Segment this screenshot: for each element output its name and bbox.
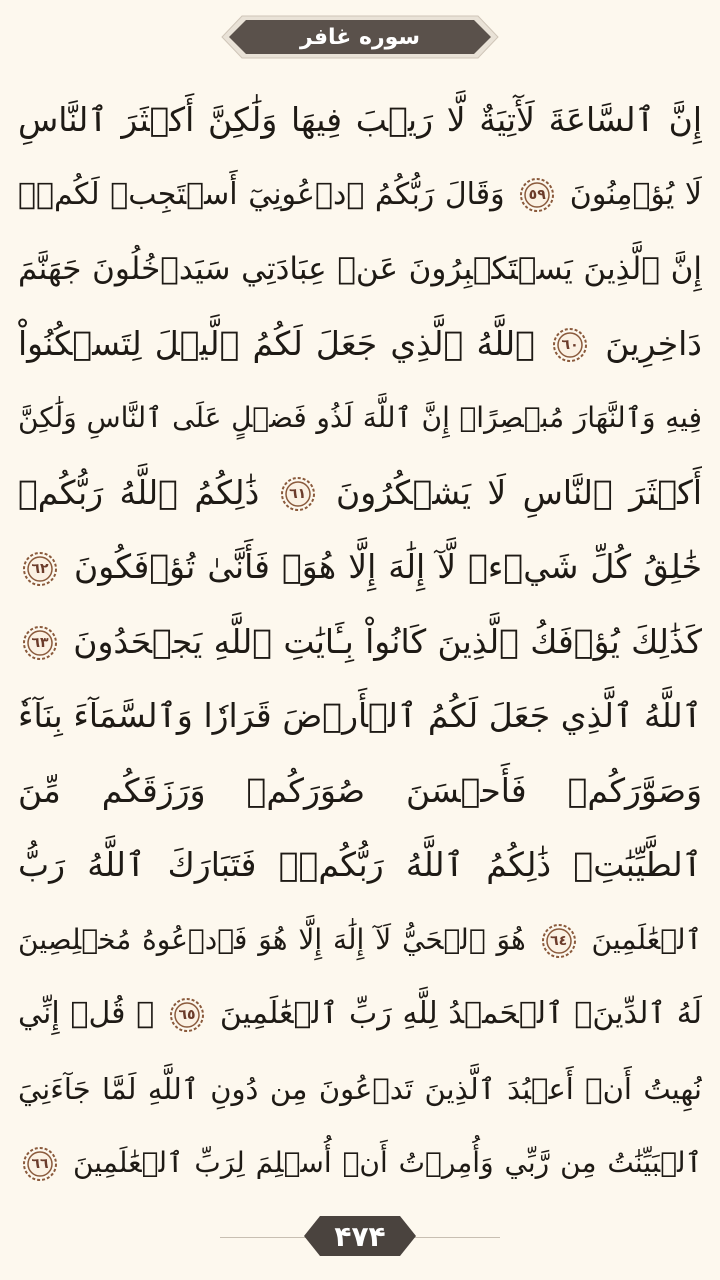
verse-line: [18, 1051, 702, 1126]
ayah-number: ٦٥: [178, 1006, 196, 1023]
ayah-number-marker: [22, 625, 58, 661]
verse-text: ٱللَّهُ ٱلَّذِي جَعَلَ لَكُمُ ٱلَّيۡلَ لِتَسۡكُنُواْ: [18, 323, 549, 363]
verse-text: ٱلطَّيِّبَٰتِۚ ذَٰلِكُمُ ٱللَّهُ رَبُّكُمۡۖ فَتَبَارَكَ ٱللَّهُ رَبُّ: [18, 845, 702, 885]
verse-line: [18, 753, 702, 828]
surah-header: [220, 14, 500, 60]
ayah-number-marker: [169, 997, 205, 1033]
verse-line: [18, 306, 702, 381]
ayah-number-marker: [280, 476, 316, 512]
verse-text: ۞ قُلۡ إِنِّي: [18, 996, 166, 1032]
verse-line: [18, 455, 702, 530]
verse-text: هُوَ ٱلۡحَيُّ لَآ إِلَٰهَ إِلَّا هُوَ فَٱدۡعُوهُ مُخۡلِصِينَ: [18, 922, 537, 956]
ayah-number-marker: [22, 1146, 58, 1182]
footer-rule-right: [410, 1237, 500, 1238]
ayah-number: ٦٦: [31, 1156, 49, 1173]
verse-text: فِيهِ وَٱلنَّهَارَ مُبۡصِرًاۚ إِنَّ ٱللَّهَ لَذُو فَضۡلٍ عَلَى ٱلنَّاسِ وَلَٰكِنَّ: [18, 401, 702, 435]
ayah-number: ٦١: [289, 486, 307, 503]
verse-text: نُهِيتُ أَنۡ أَعۡبُدَ ٱلَّذِينَ تَدۡعُونَ مِن دُونِ ٱللَّهِ لَمَّا جَآءَنِيَ: [18, 1071, 702, 1106]
verse-line: [18, 157, 702, 232]
verse-text: دَاخِرِينَ: [592, 323, 702, 363]
ayah-number-marker: [541, 923, 577, 959]
surah-title: سوره غافر: [299, 24, 421, 50]
ayah-number: ٦٣: [31, 635, 49, 652]
verse-text: وَصَوَّرَكُمۡ فَأَحۡسَنَ صُوَرَكُمۡ وَرَزَقَكُم مِّنَ: [18, 770, 702, 810]
ayah-number: ٦٠: [561, 337, 579, 354]
ayah-number: ٥٩: [528, 187, 546, 204]
verse-line: [18, 529, 702, 604]
ayah-number-marker: [552, 327, 588, 363]
page-number-badge: [302, 1214, 418, 1258]
verse-text: أَكۡثَرَ ٱلنَّاسِ لَا يَشۡكُرُونَ: [319, 472, 702, 512]
verse-text: كَذَٰلِكَ يُؤۡفَكُ ٱلَّذِينَ كَانُواْ بِـَٔايَٰتِ ٱللَّهِ يَجۡحَدُونَ: [62, 621, 702, 661]
page-footer: [0, 1212, 720, 1262]
verse-text: إِنَّ ٱلَّذِينَ يَسۡتَكۡبِرُونَ عَنۡ عِبَادَتِي سَيَدۡخُلُونَ جَهَنَّمَ: [18, 251, 702, 288]
verse-text: خَٰلِقُ كُلِّ شَيۡءٖ لَّآ إِلَٰهَ إِلَّا هُوَۖ فَأَنَّىٰ تُؤۡفَكُونَ: [62, 547, 702, 587]
verse-line: [18, 231, 702, 306]
verse-line: [18, 678, 702, 753]
page-number: ۴۷۴: [334, 1219, 386, 1253]
verse-text: ذَٰلِكُمُ ٱللَّهُ رَبُّكُمۡ: [18, 472, 276, 512]
verse-text: إِنَّ ٱلسَّاعَةَ لَأٓتِيَةٌ لَّا رَيۡبَ فِيهَا وَلَٰكِنَّ أَكۡثَرَ ٱلنَّاسِ: [18, 100, 702, 139]
ayah-number-marker: [22, 551, 58, 587]
verse-line: [18, 604, 702, 679]
verse-line: [18, 902, 702, 977]
ayah-number: ٦٤: [550, 932, 568, 949]
quran-page-text: [18, 82, 702, 1200]
ayah-number: ٦٢: [31, 560, 49, 577]
verse-text: لَا يُؤۡمِنُونَ: [559, 176, 702, 212]
verse-line: [18, 82, 702, 157]
verse-text: ٱلۡعَٰلَمِينَ: [580, 922, 702, 956]
verse-line: [18, 976, 702, 1051]
verse-text: لَهُ ٱلدِّينَۗ ٱلۡحَمۡدُ لِلَّهِ رَبِّ ٱلۡعَٰلَمِينَ: [209, 996, 702, 1032]
footer-rule-left: [220, 1237, 310, 1238]
verse-line: [18, 380, 702, 455]
verse-line: [18, 827, 702, 902]
verse-text: وَقَالَ رَبُّكُمُ ٱدۡعُونِيٓ أَسۡتَجِبۡ لَكُمۡۚ: [18, 176, 516, 212]
verse-text: ٱللَّهُ ٱلَّذِي جَعَلَ لَكُمُ ٱلۡأَرۡضَ قَرَارٗا وَٱلسَّمَآءَ بِنَآءٗ: [18, 696, 702, 736]
ayah-number-marker: [519, 177, 555, 213]
verse-line: [18, 1125, 702, 1200]
verse-text: ٱلۡبَيِّنَٰتُ مِن رَّبِّي وَأُمِرۡتُ أَنۡ أُسۡلِمَ لِرَبِّ ٱلۡعَٰلَمِينَ: [62, 1146, 702, 1180]
